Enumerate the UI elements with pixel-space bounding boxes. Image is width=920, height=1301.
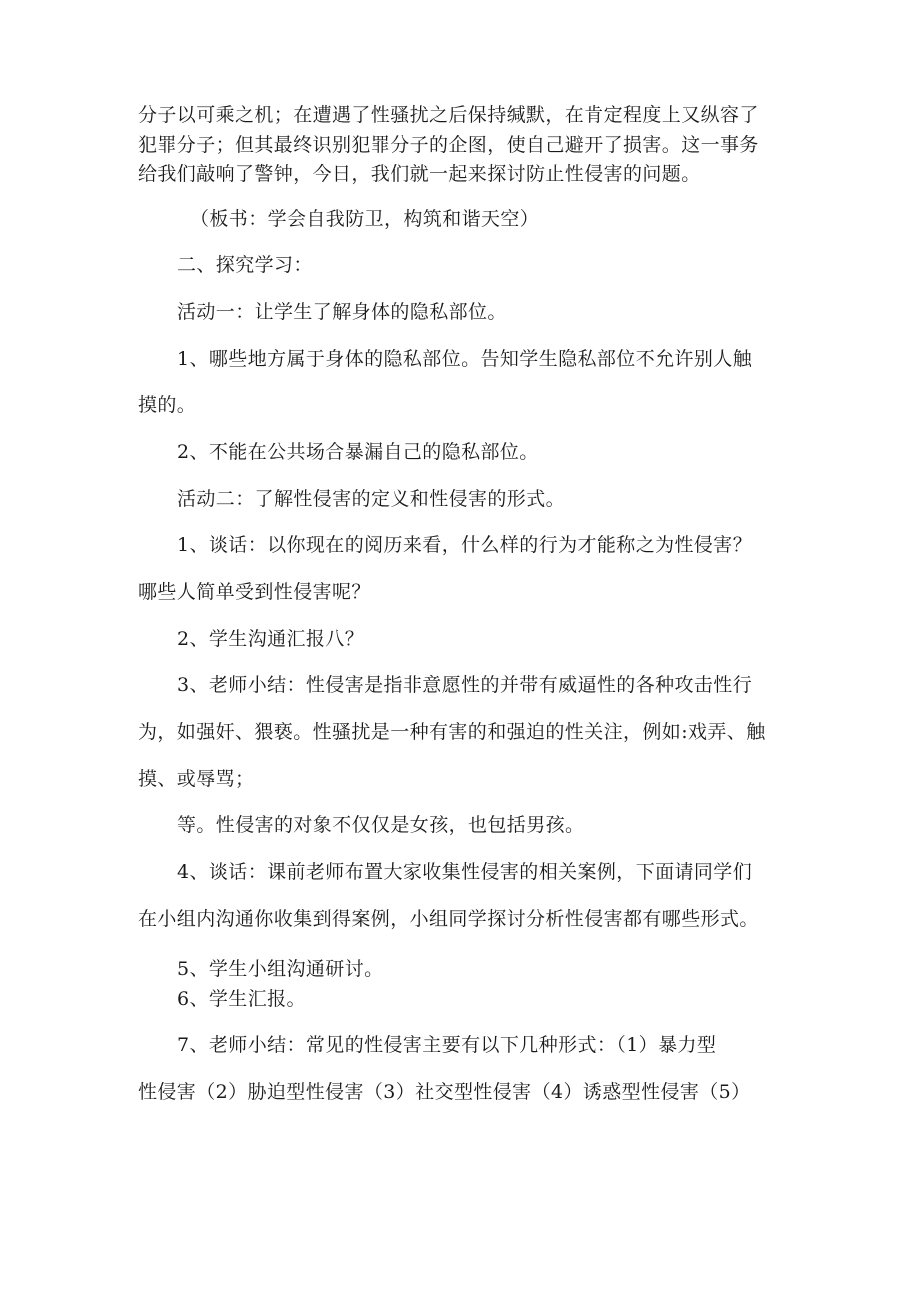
- section-heading: 二、探究学习：: [177, 254, 313, 276]
- text-line: 5、学生小组沟通研讨。: [177, 958, 384, 980]
- text-line: 在小组内沟通你收集到得案例，小组同学探讨分析性侵害都有哪些形式。: [138, 908, 759, 930]
- text-line: 3、老师小结：性侵害是指非意愿性的并带有威逼性的各种攻击性行: [177, 674, 753, 696]
- text-line: 活动二：了解性侵害的定义和性侵害的形式。: [177, 488, 566, 510]
- text-line: 摸、或辱骂；: [138, 768, 255, 790]
- text-line: （板书：学会自我防卫，构筑和谐天空）: [190, 208, 540, 230]
- text-line: 性侵害（2）胁迫型性侵害（3）社交型性侵害（4）诱惑型性侵害（5）: [138, 1081, 751, 1103]
- text-line: 7、老师小结：常见的性侵害主要有以下几种形式：（1）暴力型: [177, 1034, 717, 1056]
- text-line: 4、谈话：课前老师布置大家收集性侵害的相关案例，下面请同学们: [177, 861, 753, 883]
- text-line: 1、谈话：以你现在的阅历来看，什么样的行为才能称之为性侵害？: [177, 534, 753, 556]
- text-line: 2、学生沟通汇报八？: [177, 628, 365, 650]
- text-line: 6、学生汇报。: [177, 988, 306, 1010]
- text-line: 等。性侵害的对象不仅仅是女孩，也包括男孩。: [177, 814, 585, 836]
- text-line: 摸的。: [138, 394, 197, 416]
- text-line: 犯罪分子；但其最终识别犯罪分子的企图，使自己避开了损害。这一事务: [138, 134, 759, 156]
- text-line: 为，如强奸、猥亵。性骚扰是一种有害的和强迫的性关注，例如:戏弄、触: [138, 721, 766, 743]
- text-line: 活动一：让学生了解身体的隐私部位。: [177, 301, 507, 323]
- text-line: 分子以可乘之机；在遭遇了性骚扰之后保持缄默，在肯定程度上又纵容了: [138, 104, 759, 126]
- text-line: 给我们敲响了警钟，今日，我们就一起来探讨防止性侵害的问题。: [138, 163, 701, 185]
- text-line: 1、哪些地方属于身体的隐私部位。告知学生隐私部位不允许别人触: [177, 348, 753, 370]
- text-line: 2、不能在公共场合暴漏自己的隐私部位。: [177, 441, 539, 463]
- text-line: 哪些人简单受到性侵害呢？: [138, 581, 371, 603]
